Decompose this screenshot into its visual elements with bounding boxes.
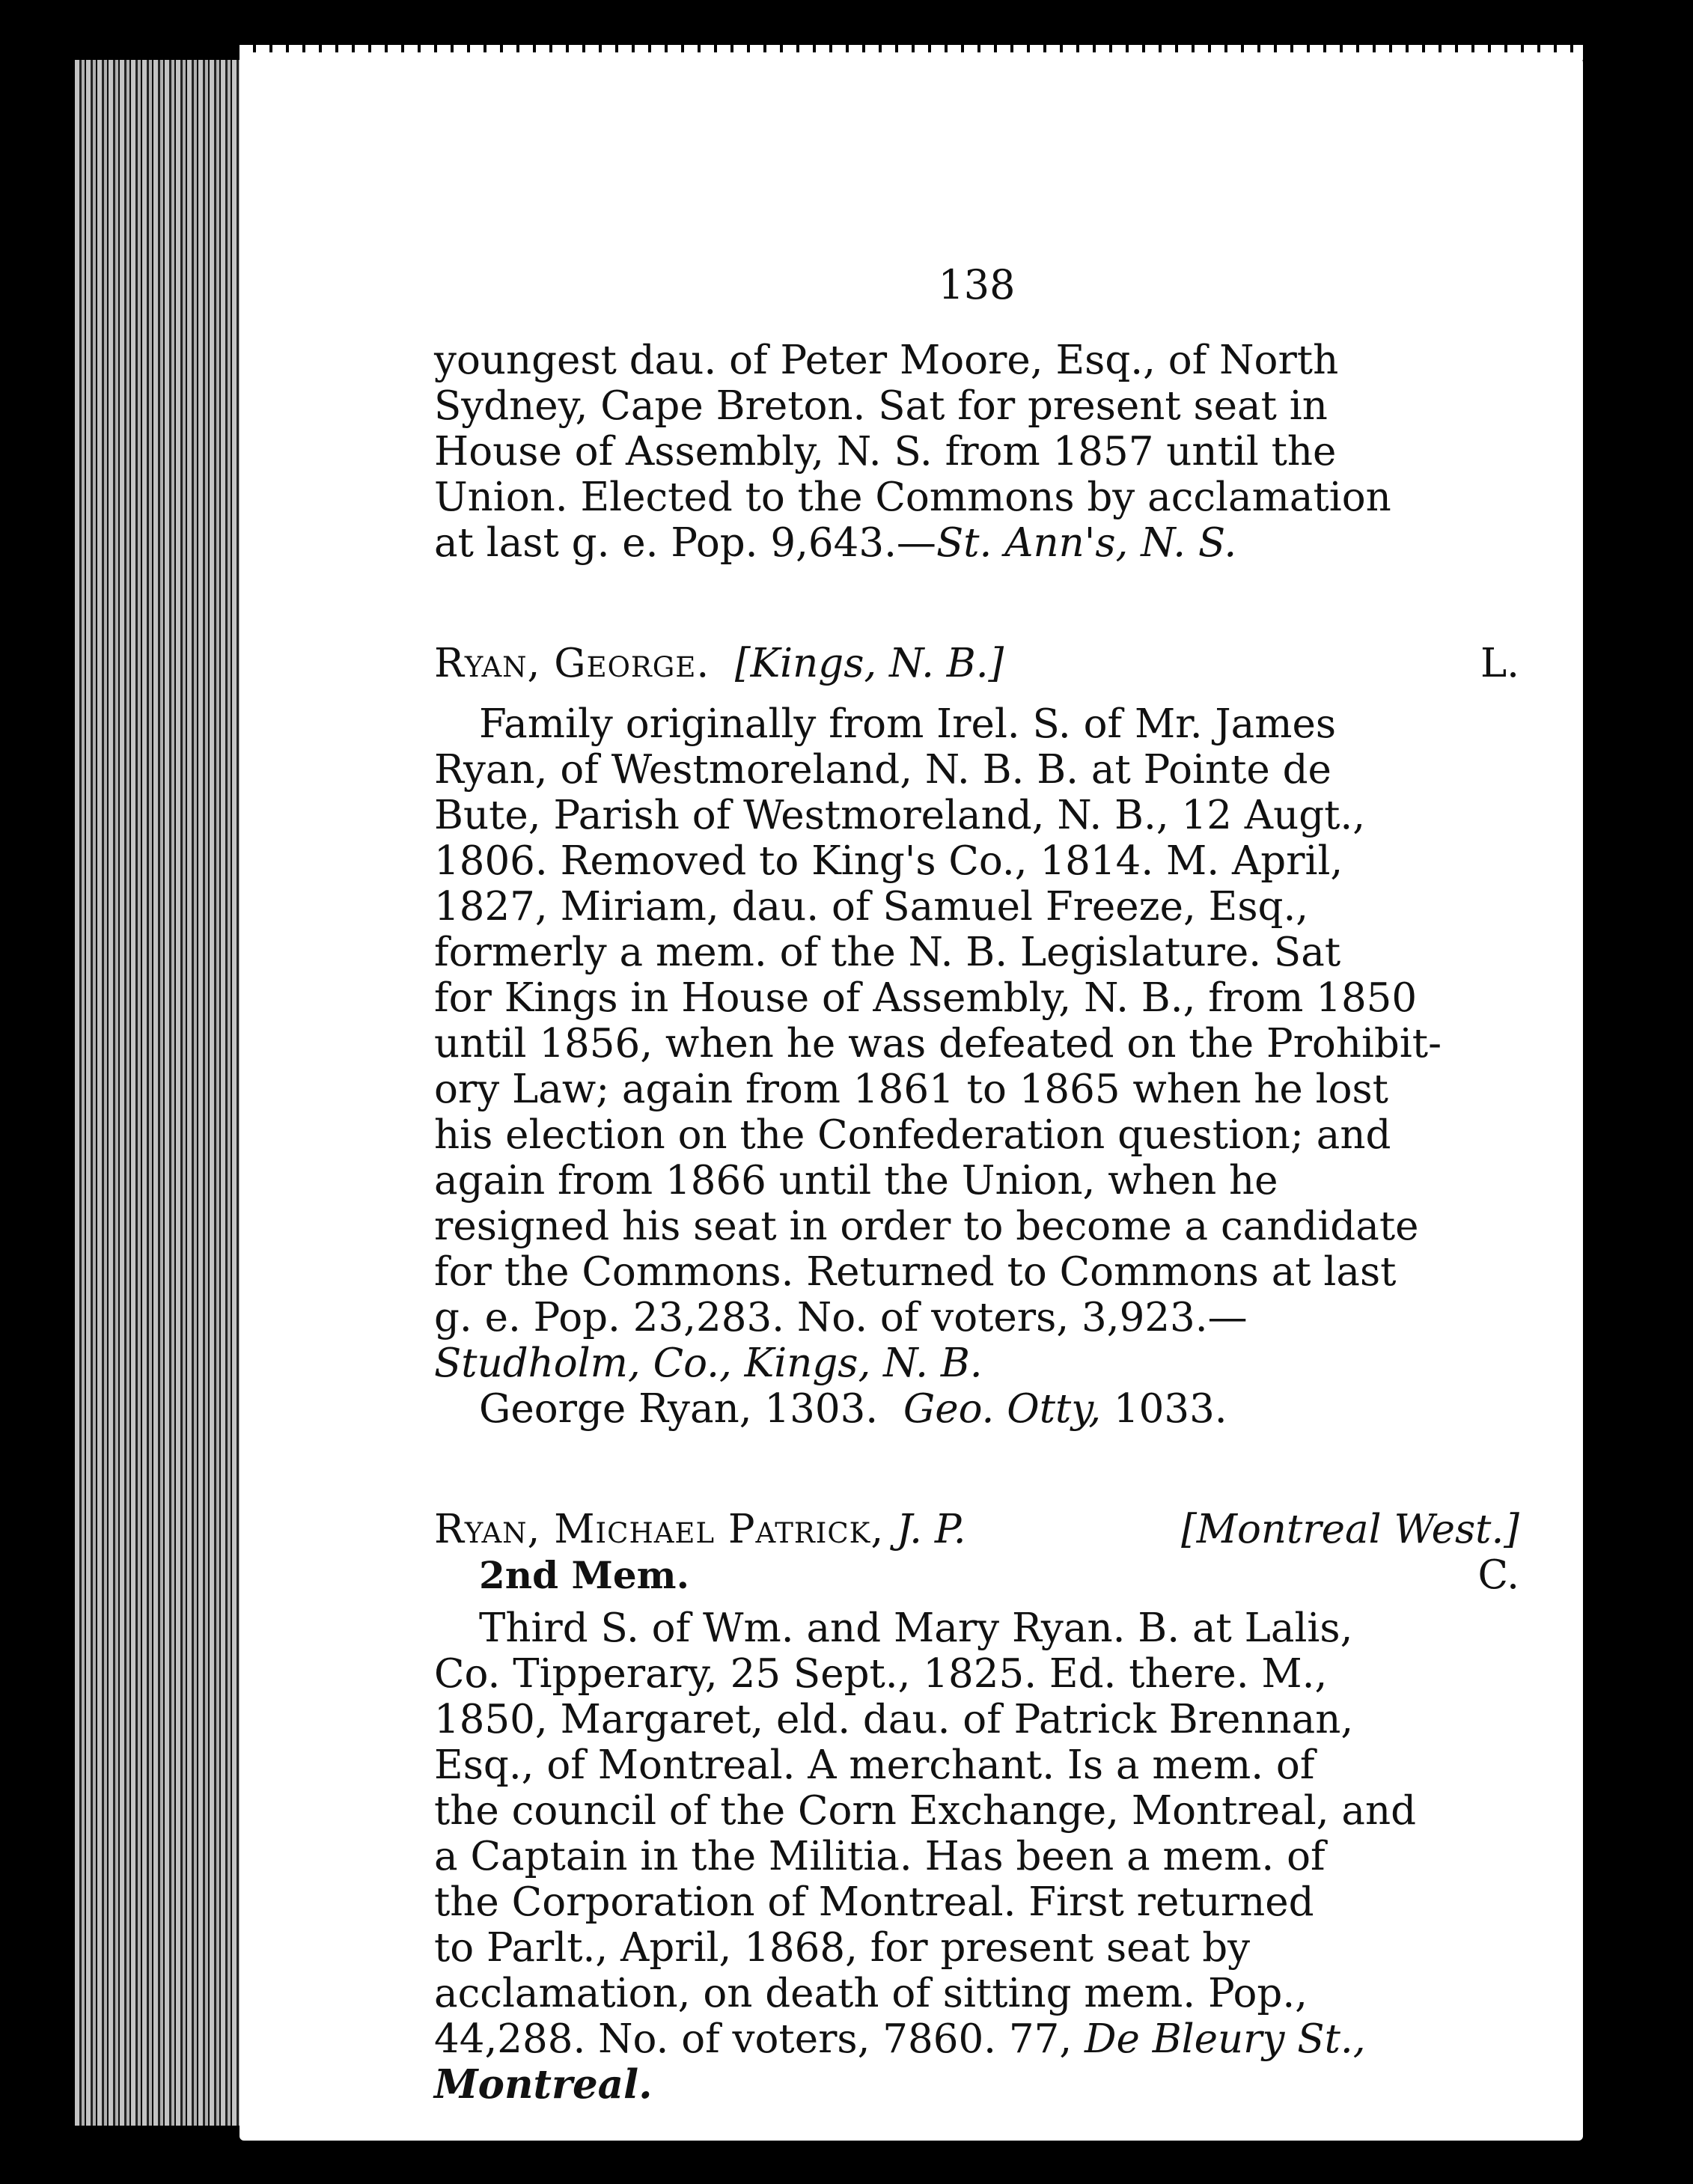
text-line: for the Commons. Returned to Commons at last [434,1249,1397,1295]
text-line: resigned his seat in order to become a candidate [434,1204,1419,1249]
constituency: [Kings, N. B.] [734,641,1004,686]
text-fragment: at last g. e. Pop. 9,643.— [434,520,936,566]
text-line: 1827, Miriam, dau. of Samuel Freeze, Esq., [434,884,1309,930]
text-line: for Kings in House of Assembly, N. B., from 1850 [434,975,1418,1021]
entry-ryan-george [434,641,1519,1432]
member-name: Ryan, George. [434,641,710,686]
member-title: J. P. [897,1507,966,1552]
member-seat-note: 2nd Mem. [479,1553,689,1597]
text-fragment: 44,288. No. of voters, 7860. 77, [434,2016,1073,2062]
text-line: Esq., of Montreal. A merchant. Is a mem. of [434,1742,1315,1788]
book-page [240,52,1583,2141]
entry-heading [434,1507,1519,1552]
entry-heading [434,641,1519,686]
constituency: [Montreal West.] [1181,1507,1519,1552]
entry-body [434,1605,1519,2108]
text-line: his election on the Confederation question; and [434,1112,1391,1158]
text-line: 1850, Margaret, eld. dau. of Patrick Brennan, [434,1697,1354,1742]
text-line: 1806. Removed to King's Co., 1814. M. April, [434,838,1343,884]
text-line: Bute, Parish of Westmoreland, N. B., 12 Augt., [434,793,1366,838]
address: De Bleury St., [1085,2016,1366,2062]
text-line [434,2016,1519,2062]
text-line: to Parlt., April, 1868, for present seat by [434,1925,1251,1971]
votes-opponent-count: 1033. [1113,1386,1227,1432]
text-line: Co. Tipperary, 25 Sept., 1825. Ed. there. M., [434,1651,1328,1697]
text-line: House of Assembly, N. S. from 1857 until the [434,429,1337,475]
address-city: Montreal. [434,2061,653,2108]
entry-title [434,641,1004,686]
text-line: the Corporation of Montreal. First returned [434,1879,1314,1925]
text-line: formerly a mem. of the N. B. Legislature. Sat [434,930,1341,975]
entry-ryan-michael [434,1507,1519,2108]
text-line: Sydney, Cape Breton. Sat for present seat in [434,383,1328,429]
text-line: ory Law; again from 1861 to 1865 when he lost [434,1067,1388,1112]
text-line: Ryan, of Westmoreland, N. B. B. at Pointe de [434,747,1331,793]
entry-subheading [434,1552,1519,1598]
member-name: Ryan, Michael Patrick, [434,1507,885,1552]
votes-winner: George Ryan, 1303. [479,1386,879,1432]
text-line: Family originally from Irel. S. of Mr. James [479,701,1337,747]
election-result [479,1386,1519,1432]
page-content [434,202,1519,2108]
text-line: the council of the Corn Exchange, Montreal, and [434,1788,1417,1834]
text-line: acclamation, on death of sitting mem. Pop., [434,1971,1308,2016]
text-line: Third S. of Wm. and Mary Ryan. B. at Lalis, [479,1605,1353,1651]
entry-title [434,1507,966,1552]
votes-opponent: Geo. Otty, [903,1386,1102,1432]
address: Studholm, Co., Kings, N. B. [434,1340,983,1386]
text-line: until 1856, when he was defeated on the Prohibit- [434,1021,1442,1067]
text-line [434,520,1519,566]
text-line: g. e. Pop. 23,283. No. of voters, 3,923.— [434,1295,1248,1340]
party-label: C. [1477,1552,1519,1598]
entry-body [434,701,1519,1432]
address: St. Ann's, N. S. [936,520,1237,566]
party-label: L. [1480,641,1519,686]
text-line: Union. Elected to the Commons by acclamation [434,475,1391,520]
text-line: youngest dau. of Peter Moore, Esq., of North [434,338,1339,383]
continuation-paragraph [434,338,1519,566]
text-line: again from 1866 until the Union, when he [434,1158,1278,1204]
page-number: 138 [938,261,1016,308]
text-line: a Captain in the Militia. Has been a mem. of [434,1834,1326,1879]
